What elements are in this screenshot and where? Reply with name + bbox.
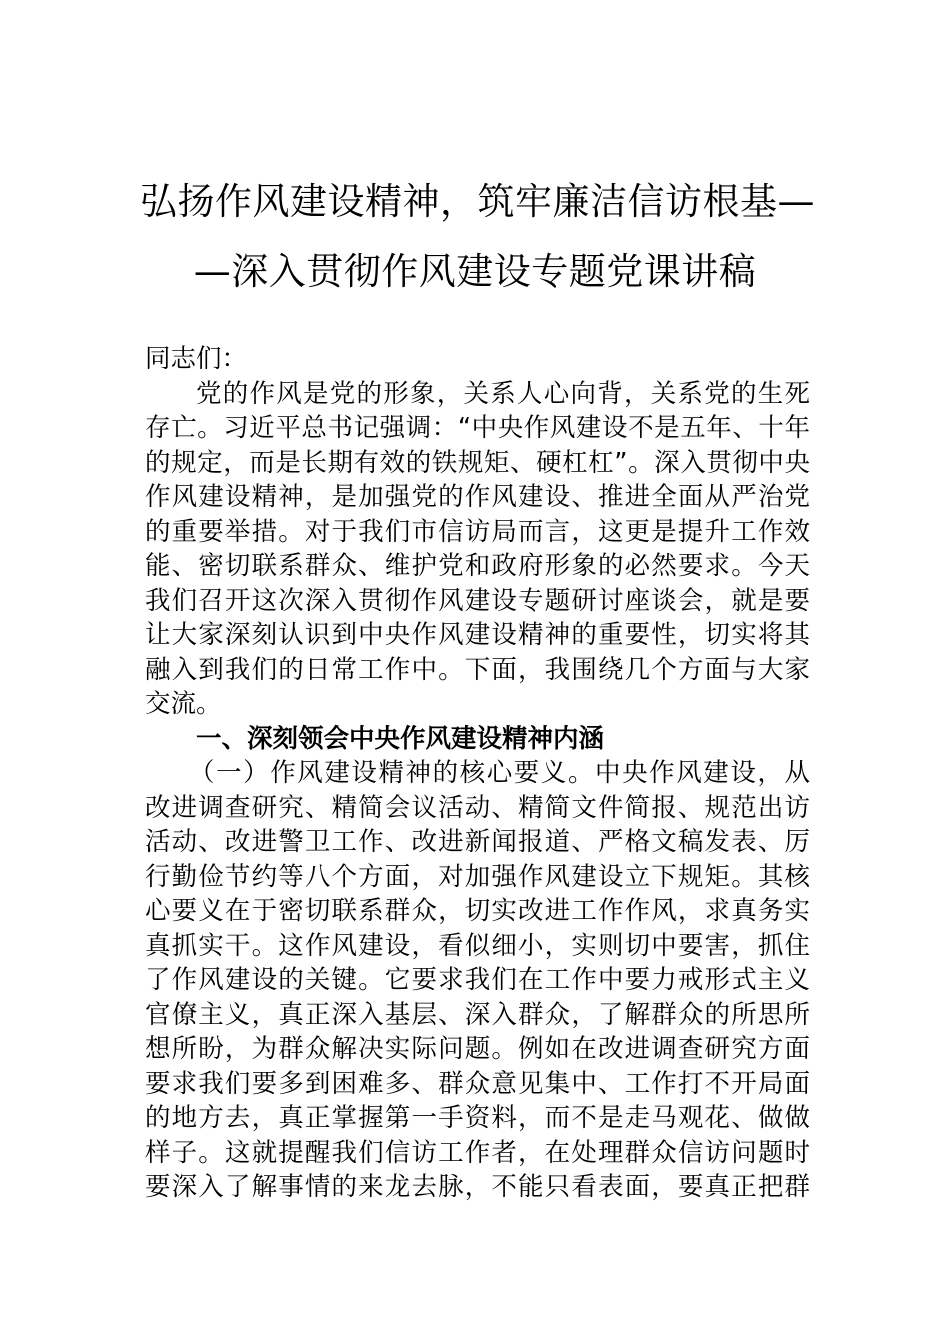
paragraph-1-line: 我们召开这次深入贯彻作风建设专题研讨座谈会，就是要 xyxy=(145,585,810,616)
paragraph-2-line: 了作风建设的关键。它要求我们在工作中要力戒形式主义 xyxy=(145,965,810,995)
paragraph-2-line: 活动、改进警卫工作、改进新闻报道、严格文稿发表、厉 xyxy=(145,827,810,857)
paragraph-1-line: 存亡。习近平总书记强调：“中央作风建设不是五年、十年 xyxy=(145,413,810,443)
paragraph-2-line: （一）作风建设精神的核心要义。中央作风建设，从 xyxy=(189,758,810,788)
document-title-line-1: 弘扬作风建设精神，筑牢廉洁信访根基— xyxy=(140,180,815,223)
paragraph-1-line: 让大家深刻认识到中央作风建设精神的重要性，切实将其 xyxy=(145,620,810,650)
paragraph-2-line: 心要义在于密切联系群众，切实改进工作作风，求真务实 xyxy=(145,896,810,926)
paragraph-2-line: 行勤俭节约等八个方面，对加强作风建设立下规矩。其核 xyxy=(145,861,810,892)
paragraph-2-line: 样子。这就提醒我们信访工作者，在处理群众信访问题时 xyxy=(145,1137,810,1168)
document-body xyxy=(145,342,810,1205)
paragraph-2-line: 想所盼，为群众解决实际问题。例如在改进调查研究方面 xyxy=(145,1034,810,1064)
paragraph-1-line: 融入到我们的日常工作中。下面，我围绕几个方面与大家 xyxy=(145,654,810,685)
paragraph-2-line: 要深入了解事情的来龙去脉，不能只看表面，要真正把群 xyxy=(145,1172,810,1202)
section-1-heading: 一、深刻领会中央作风建设精神内涵 xyxy=(196,723,605,754)
paragraph-1-line: 能、密切联系群众、维护党和政府形象的必然要求。今天 xyxy=(145,551,810,581)
paragraph-1-line: 的重要举措。对于我们市信访局而言，这更是提升工作效 xyxy=(145,516,810,547)
paragraph-1-line: 作风建设精神，是加强党的作风建设、推进全面从严治党 xyxy=(145,482,810,512)
paragraph-1-line: 的规定，而是长期有效的铁规矩、硬杠杠”。深入贯彻中央 xyxy=(145,447,810,478)
paragraph-1-line: 交流。 xyxy=(145,689,222,719)
paragraph-2-line: 要求我们要多到困难多、群众意见集中、工作打不开局面 xyxy=(145,1068,810,1099)
paragraph-2-line: 改进调查研究、精简会议活动、精简文件简报、规范出访 xyxy=(145,792,810,823)
paragraph-2-line: 的地方去，真正掌握第一手资料，而不是走马观花、做做 xyxy=(145,1103,810,1133)
salutation: 同志们： xyxy=(145,344,248,374)
document-title-line-2: —深入贯彻作风建设专题党课讲稿 xyxy=(193,250,757,293)
paragraph-1-line: 党的作风是党的形象，关系人心向背，关系党的生死 xyxy=(196,378,810,409)
paragraph-2-line: 官僚主义，真正深入基层、深入群众，了解群众的所思所 xyxy=(145,999,810,1030)
paragraph-2-line: 真抓实干。这作风建设，看似细小，实则切中要害，抓住 xyxy=(145,930,810,961)
